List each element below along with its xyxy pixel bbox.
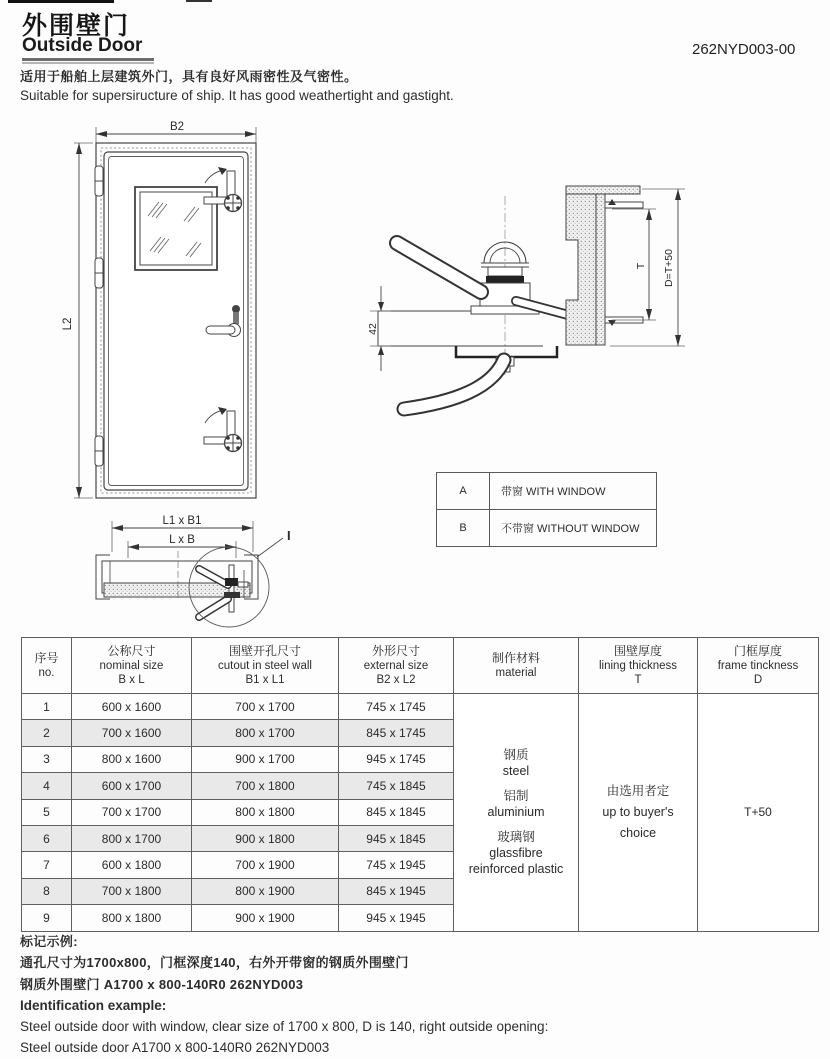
dim-label-t: T [635, 262, 647, 270]
door-section-view [367, 186, 685, 409]
cell-no: 5 [22, 799, 72, 825]
dim-label-l2: L2 [62, 317, 74, 331]
table-row [437, 473, 657, 510]
cell-cutout: 800 x 1800 [192, 799, 339, 825]
cell-external: 745 x 1945 [339, 852, 454, 878]
cell-nominal: 800 x 1700 [72, 825, 192, 851]
example-line-en: Steel outside door A1700 x 800-140R0 262NYD003 [20, 1040, 330, 1056]
cell-nominal: 600 x 1800 [72, 852, 192, 878]
cell-external: 745 x 1845 [339, 773, 454, 799]
cell-no: 9 [22, 905, 72, 931]
cell-no: 1 [22, 694, 72, 720]
option-label: 带窗 WITH WINDOW [490, 473, 657, 510]
option-label: 不带窗 WITHOUT WINDOW [490, 510, 657, 547]
description-en: Suitable for supersiructure of ship. It has good weathertight and gastight. [20, 88, 454, 103]
cell-material: 钢质 steel 铝制 aluminium 玻璃钢 glassfibre reinforced plastic [454, 694, 579, 932]
technical-drawing [0, 110, 830, 640]
example-line-cn: 通孔尺寸为1700x800，门框深度140，右外开带窗的钢质外围壁门 [20, 955, 409, 971]
title-underline [22, 58, 154, 61]
col-header-material: 制作材料 material [454, 638, 579, 694]
dim-label-42: 42 [367, 323, 379, 335]
cell-cutout: 800 x 1900 [192, 878, 339, 904]
table-header-row [22, 638, 819, 694]
col-header-nominal: 公称尺寸 nominal size B x L [72, 638, 192, 694]
cell-cutout: 700 x 1800 [192, 773, 339, 799]
document-number: 262NYD003-00 [692, 41, 796, 58]
cell-nominal: 800 x 1600 [72, 746, 192, 772]
cell-no: 6 [22, 825, 72, 851]
col-header-no: 序号 no. [22, 638, 72, 694]
cell-nominal: 700 x 1700 [72, 799, 192, 825]
cell-no: 7 [22, 852, 72, 878]
cell-cutout: 900 x 1900 [192, 905, 339, 931]
cell-cutout: 800 x 1700 [192, 720, 339, 746]
col-header-frame: 门框厚度 frame tinckness D [698, 638, 819, 694]
dim-label-lb: L x B [169, 534, 195, 546]
example-heading-en: Identification example: [20, 997, 167, 1013]
scan-artifact [186, 0, 212, 2]
cell-cutout: 900 x 1700 [192, 746, 339, 772]
col-header-external: 外形尺寸 external size B2 x L2 [339, 638, 454, 694]
cell-external: 945 x 1845 [339, 825, 454, 851]
detail-mark-label: I [287, 528, 291, 543]
col-header-cutout: 围壁开孔尺寸 cutout in steel wall B1 x L1 [192, 638, 339, 694]
example-line-en: Steel outside door with window, clear size of 1700 x 800, D is 140, right outside opening: [20, 1019, 549, 1035]
cell-nominal: 800 x 1800 [72, 905, 192, 931]
description-cn: 适用于船舶上层建筑外门，具有良好风雨密性及气密性。 [20, 69, 358, 84]
door-front-view [62, 121, 256, 498]
identification-example [20, 931, 800, 1059]
dim-label-l1b1: L1 x B1 [162, 515, 202, 527]
page-title-cn: 外围壁门 [22, 12, 131, 40]
cell-cutout: 900 x 1800 [192, 825, 339, 851]
cell-external: 945 x 1745 [339, 746, 454, 772]
cell-nominal: 700 x 1800 [72, 878, 192, 904]
page-title-en: Outside Door [22, 35, 143, 56]
option-code: B [437, 510, 490, 547]
cell-cutout: 700 x 1700 [192, 694, 339, 720]
door-plan-view [96, 515, 291, 627]
cell-external: 845 x 1745 [339, 720, 454, 746]
example-line-cn: 钢质外围壁门 A1700 x 800-140R0 262NYD003 [20, 976, 304, 992]
cell-external: 945 x 1945 [339, 905, 454, 931]
dim-label-b2: B2 [170, 121, 185, 133]
scan-artifact [8, 0, 114, 3]
cell-external: 845 x 1945 [339, 878, 454, 904]
cell-nominal: 600 x 1600 [72, 694, 192, 720]
section-wall-frame [566, 186, 643, 345]
col-header-lining: 围壁厚度 lining thickness T [579, 638, 698, 694]
cell-no: 2 [22, 720, 72, 746]
cell-no: 3 [22, 746, 72, 772]
window-option-table [436, 472, 657, 547]
dimension-table [21, 637, 819, 932]
table-row [437, 510, 657, 547]
cell-external: 845 x 1845 [339, 799, 454, 825]
dim-label-d: D=T+50 [663, 249, 675, 287]
example-heading-cn: 标记示例: [20, 934, 78, 949]
cell-cutout: 700 x 1900 [192, 852, 339, 878]
cell-no: 4 [22, 773, 72, 799]
cell-nominal: 600 x 1700 [72, 773, 192, 799]
option-code: A [437, 473, 490, 510]
cell-no: 8 [22, 878, 72, 904]
cell-lining-thickness: 由选用者定 up to buyer's choice [579, 694, 698, 932]
cell-external: 745 x 1745 [339, 694, 454, 720]
title-underline-light [22, 62, 154, 64]
table-row [22, 694, 819, 720]
cell-frame-thickness: T+50 [698, 694, 819, 932]
cell-nominal: 700 x 1600 [72, 720, 192, 746]
